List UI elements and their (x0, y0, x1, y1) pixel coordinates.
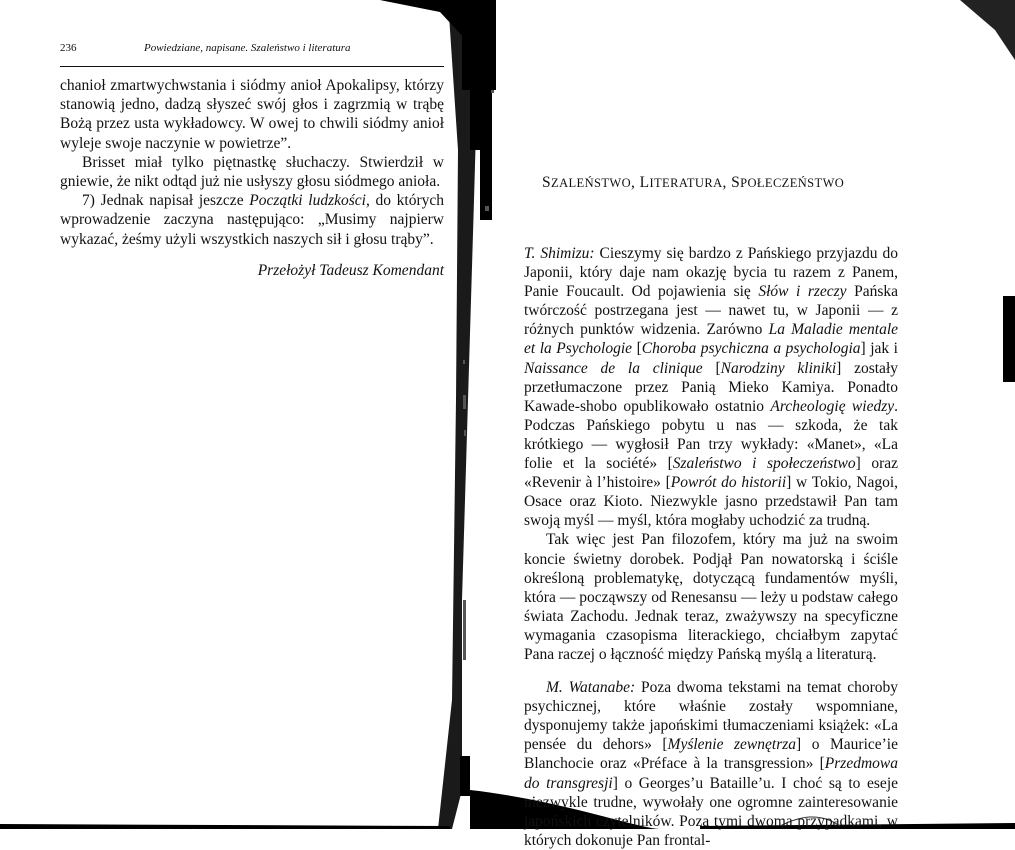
p1-title-5: Narodziny kliniki (720, 359, 837, 377)
p1-title-7: Szaleństwo i społeczeństwo (672, 455, 856, 473)
chapter-title-w3-rest: POŁECZEŃSTWO (740, 176, 845, 190)
left-body-text (60, 76, 444, 249)
chapter-title-w3-cap: S (731, 174, 741, 191)
p3-title-1: Myślenie zewnętrza (667, 736, 797, 754)
p1-title-6: Archeologię wiedzy (770, 397, 895, 415)
left-paragraph-2: Brisset miał tylko piętnastkę słuchaczy. Stwierdził w gniewie, że nikt odtąd już nie usłyszy głosu siódmego anioła. (60, 153, 444, 191)
p1-title-8: Powrót do historii (670, 474, 787, 492)
p1-text-8: ] oraz «Revenir à l’histoire» [ (524, 455, 898, 492)
paragraph-gap (524, 664, 898, 678)
page-number: 236 (60, 42, 77, 54)
p1-text-7: . Podczas Pańskiego pobytu u nas — szkoda, że tak krótkiego — wygłosił Pan trzy wykłady: «Manet», «La folie et la société» [ (524, 397, 898, 473)
p1-title-4: Naissance de la clinique (524, 359, 703, 377)
p1-title-3: Choroba psychiczna a psychologia (641, 340, 861, 358)
chapter-title-w1-cap: S (542, 174, 552, 191)
p3-text-2: ] o Maurice’ie Blanchocie oraz «Préface à la transgression» [ (524, 736, 898, 773)
p1-text-6: ] zostały przetłumaczone przez Panią Mieko Kamiya. Ponadto Kawade-shobo opublikowało ostatnio (524, 359, 898, 415)
p1-text-2: Pańska twórczość postrzegana jest — nawet tu, w Japonii — z różnych punktów widzenia. Zarówno (524, 283, 898, 339)
p3-title-2: Przedmowa do transgresji (524, 755, 898, 792)
speaker-watanabe: M. Watanabe: (546, 679, 636, 697)
right-body-text (524, 244, 898, 850)
p3-text-3: ] o Georges’u Bataille’u. I choć są to eseje niezwykle trudne, wywołały one ogromne zainteresowanie japońskich czytelników. Poza tymi dwoma przypadkami, w których dokonuje Pan frontal- (524, 774, 898, 849)
translator-credit: Przełożył Tadeusz Komendant (257, 262, 444, 279)
chapter-title-sep-1: , (631, 174, 640, 191)
running-head-rule (60, 66, 444, 67)
p3-text-1: Poza dwoma tekstami na temat choroby psychicznej, które właśnie zostały wspomniane, dysponujemy także japońskimi tłumaczeniami książek: «La pensée du dehors» [ (524, 679, 898, 754)
p1-text-4: ] jak i (860, 340, 898, 358)
p1-title-2: La Maladie mentale et la Psychologie (524, 321, 899, 358)
left-p3-text-a: 7) Jednak napisał jeszcze (82, 192, 250, 210)
p1-text-3: [ (632, 340, 642, 358)
left-p3-text-b: , do których wprowadzenie zaczyna następująco: „Musimy najpierw wykazać, żeśmy użyli wszystkich naszych sił i głosu trąby”. (60, 192, 444, 248)
speaker-shimizu: T. Shimizu: (524, 245, 595, 262)
left-p3-book-title: Początki ludzkości (249, 192, 366, 210)
p1-text-5: [ (702, 359, 721, 377)
left-paragraph-3 (60, 191, 444, 249)
left-paragraph-1: chanioł zmartwychwstania i siódmy anioł Apokalipsy, którzy stanowią jedno, dadzą słyszeć swój głos i zagrzmią w trąbę Bożą przez usta wykładowcy. W owej to chwili siódmy anioł wyleje swoje naczynie w powietrze”. (60, 77, 444, 152)
running-head-title: Powiedziane, napisane. Szaleństwo i literatura (144, 42, 351, 54)
right-page (470, 0, 1015, 849)
chapter-title-w2-rest: ITERATURA (649, 176, 723, 190)
chapter-title-w1-rest: ZALEŃSTWO (551, 176, 632, 190)
p1-title-1: Słów i rzeczy (758, 283, 847, 301)
right-paragraph-2: Tak więc jest Pan filozofem, który ma już na swoim koncie świetny dorobek. Podjął Pan nowatorską i ściśle określoną problematykę, dotyczącą fundamentów myśli, która — począwszy od Renesansu — leży u podstaw całego świata Zachodu. Jednak teraz, zważywszy na specyficzne wymagania czasopisma literackiego, chciałbym zapytać Pana raczej o łączność między Pańską myślą a literaturą. (524, 531, 898, 663)
left-page (0, 0, 470, 829)
chapter-title-sep-2: , (722, 174, 732, 191)
chapter-title-w2-cap: L (639, 174, 650, 191)
p1-text-9: ] w Tokio, Nagoi, Osace oraz Kioto. Niezwykle jasno przedstawił Pan tam swoją myśl — myśl, która mogłaby uchodzić za trudną. (524, 474, 899, 530)
chapter-title (542, 174, 914, 192)
right-paragraph-3 (524, 678, 898, 850)
p1-text-1: Cieszymy się bardzo z Pańskiego przyjazdu do Japonii, który daje nam okazję bycia tu razem z Panem, Panie Foucault. Od pojawienia się (524, 245, 898, 301)
right-paragraph-1 (524, 244, 898, 530)
